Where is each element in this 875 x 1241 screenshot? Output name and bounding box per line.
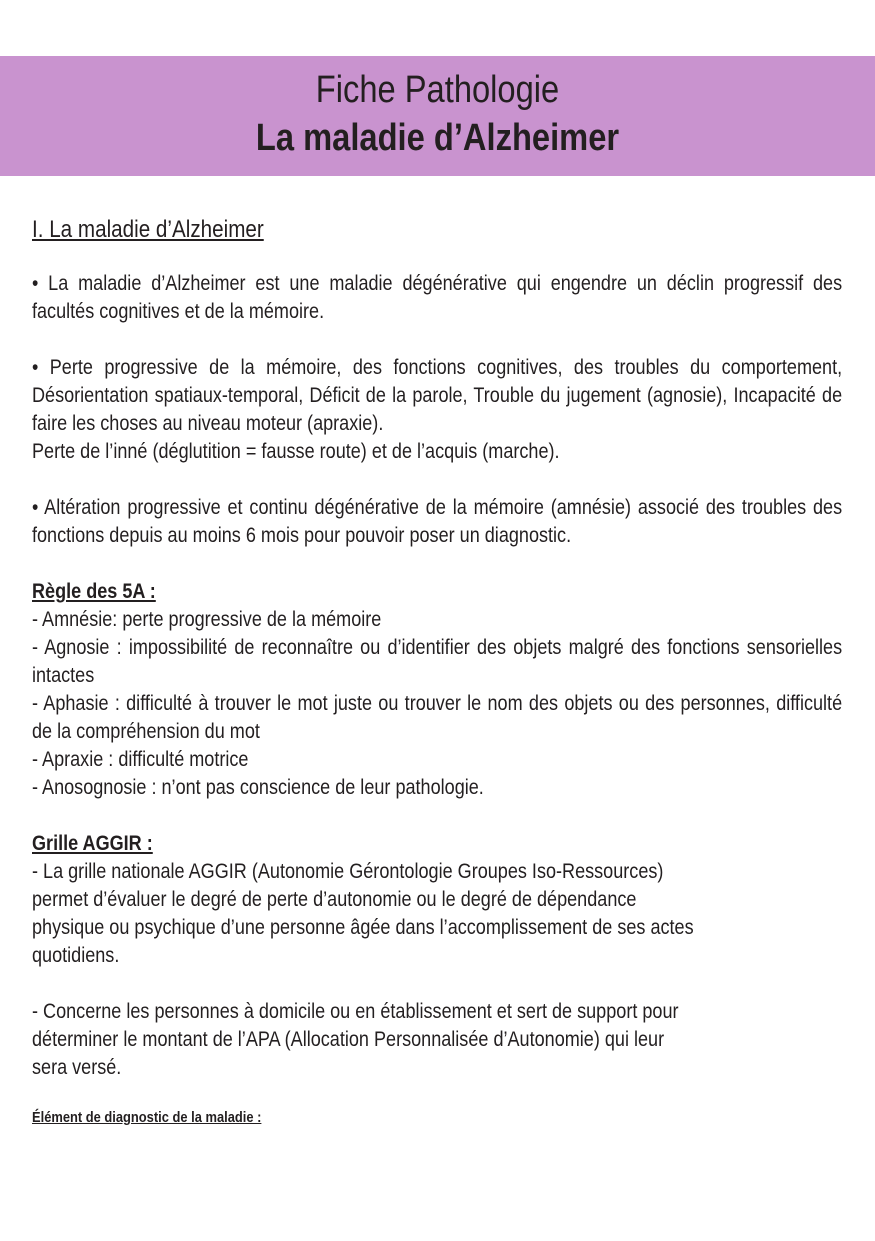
aggir-text-line: - La grille nationale AGGIR (Autonomie Gérontologie Groupes Iso-Ressources) — [32, 860, 664, 883]
document-subtitle: La maladie d’Alzheimer — [255, 117, 620, 159]
aggir-text-line: sera versé. — [32, 1056, 122, 1079]
diagnostic-heading: Élément de diagnostic de la maladie : — [32, 1109, 262, 1126]
paragraph-symptoms-extra: Perte de l’inné (déglutition = fausse route) et de l’acquis (marche). — [32, 440, 560, 463]
paragraph-symptoms: • Perte progressive de la mémoire, des fonctions cognitives, des troubles du comportement, Désorientation spatiaux-temporal, Déficit de la parole, Trouble du jugement (agnosie), Incapacité de faire les choses au niveau moteur (apraxie). — [32, 356, 843, 435]
aggir-text-line: déterminer le montant de l’APA (Allocation Personnalisée d’Autonomie) qui leur — [32, 1028, 665, 1051]
rule-5a-item: - Amnésie: perte progressive de la mémoire — [32, 608, 382, 631]
aggir-text-line: - Concerne les personnes à domicile ou en établissement et sert de support pour — [32, 1000, 679, 1023]
aggir-text-line: quotidiens. — [32, 944, 120, 967]
paragraph-diagnosis-criteria: • Altération progressive et continu dégénérative de la mémoire (amnésie) associé des troubles des fonctions depuis au moins 6 mois pour pouvoir poser un diagnostic. — [32, 496, 843, 547]
aggir-heading: Grille AGGIR : — [32, 832, 153, 855]
title-banner — [0, 56, 875, 176]
document-title: Fiche Pathologie — [315, 69, 560, 111]
rule-5a-item: - Aphasie : difficulté à trouver le mot juste ou trouver le nom des objets ou des personnes, difficulté de la compréhension du mot — [32, 692, 843, 743]
section-heading: I. La maladie d’Alzheimer — [32, 216, 264, 243]
rule-5a-item: - Anosognosie : n’ont pas conscience de leur pathologie. — [32, 776, 484, 799]
rule-5a-heading: Règle des 5A : — [32, 580, 156, 603]
aggir-text-line: permet d’évaluer le degré de perte d’autonomie ou le degré de dépendance — [32, 888, 637, 911]
aggir-text-line: physique ou psychique d’une personne âgée dans l’accomplissement de ses actes — [32, 916, 694, 939]
document-body — [32, 212, 842, 1132]
paragraph-definition: • La maladie d’Alzheimer est une maladie dégénérative qui engendre un déclin progressif des facultés cognitives et de la mémoire. — [32, 272, 843, 323]
rule-5a-item: - Apraxie : difficulté motrice — [32, 748, 249, 771]
rule-5a-item: - Agnosie : impossibilité de reconnaître ou d’identifier des objets malgré des fonctions sensorielles intactes — [32, 636, 843, 687]
